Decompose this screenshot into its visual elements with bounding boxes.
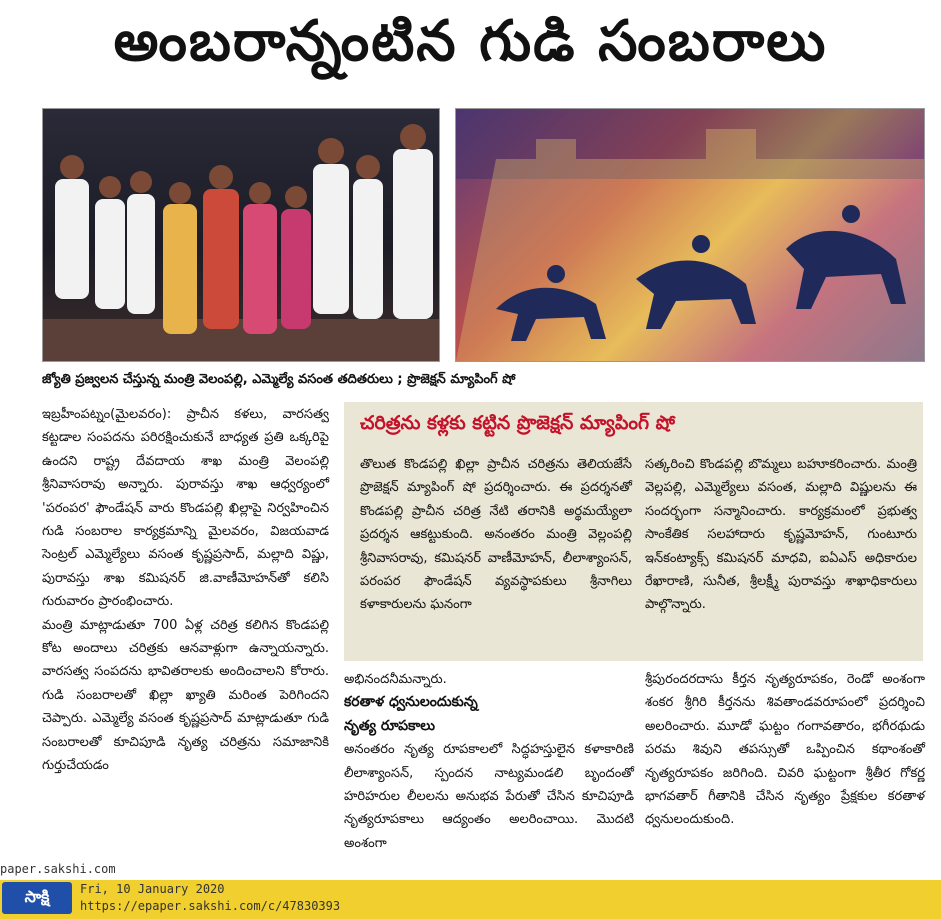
projection-mapping-photo — [455, 108, 925, 362]
epaper-url-edge: paper.sakshi.com — [0, 862, 116, 876]
article-middle-column — [344, 668, 634, 855]
box-column-2: సత్కరించి కొండపల్లి బొమ్మలు బహూకరించారు. మంత్రి వెల్లపల్లి, ఎమ్మెల్యేలు వసంత, మల్లాది విష్ణులను ఈ సందర్భంగా సన్మానించారు. కార్యక్రమంలో ప్రభుత్వ సాంకేతిక సలహాదారు కృష్ణమోహన్, గుంటూరు ఇన్‌కంట్యాక్స్ కమిషనర్ మాధవి, ఐఏఎస్ అధికారుల రేఖారాణి, సునీత, శ్రీలక్ష్మీ పురావస్తు శాఖాధికారులు పాల్గొన్నారు. — [645, 457, 917, 613]
headline: అంబరాన్నంటిన గుడి సంబరాలు — [113, 8, 828, 74]
people-silhouette-graphic — [43, 109, 439, 361]
paragraph: మంత్రి మాట్లాడుతూ 700 ఏళ్ల చరిత్ర కలిగిన కొండపల్లి కోట అందాలు చరిత్రకు ఆనవాళ్లుగా ఉన్నాయన్నారు. వారసత్వ సంపదను భావితరాలకు అందించాలని కోరారు. గుడి సంబరాలతో ఖిల్లా ఖ్యాతి మరింత పెరిగిందని చెప్పారు. ఎమ్మెల్యే వసంత కృష్ణప్రసాద్ మాట్లాడుతూ గుడి సంబరాలతో కూచిపూడి నృత్య చరిత్రను సమాజానికి గుర్తుచేయడం — [42, 617, 329, 774]
lamp-lighting-photo — [42, 108, 440, 362]
footer-date: Fri, 10 January 2020 — [80, 882, 225, 896]
subheading: నృత్య రూపకాలు — [344, 717, 435, 734]
paragraph-lead: అభినందనీమన్నారు. — [344, 672, 447, 687]
sakshi-logo: సాక్షి — [2, 882, 72, 914]
subheading: కరతాళ ధ్వనులందుకున్న — [344, 694, 478, 711]
article-left-column — [42, 403, 329, 778]
horse-riders-graphic — [456, 109, 924, 361]
box-title: చరిత్రను కళ్లకు కట్టిన ప్రొజెక్షన్ మ్యాపింగ్ షో — [360, 412, 676, 434]
box-column-1: తొలుత కొండపల్లి ఖిల్లా ప్రాచీన చరిత్రను తెలియజేసే ప్రొజెక్షన్ మ్యాపింగ్ షో ప్రదర్శించారు. ఈ ప్రదర్శనతో కొండపల్లి ప్రాచీన చరిత్ర నేటి తరానికి అర్థమయ్యేలా ప్రదర్శన ఆకట్టుకుంది. అనంతరం మంత్రి వెల్లంపల్లి శ్రీనివాసరావు, కమిషనర్ వాణీమోహన్, లీలాశ్యాంసన్, పరంపర ఫౌండేషన్ వ్యవస్థాపకులు శ్రీనాగిలు కళాకారులను ఘనంగా — [360, 457, 632, 613]
footer-url-link[interactable]: https://epaper.sakshi.com/c/47830393 — [80, 899, 341, 913]
article-right-column: శ్రీపురందరదాసు కీర్తన నృత్యరూపకం, రెండో అంశంగా శంకర శ్రీగిరి కీర్తనను శివతాండవరూపంలో ప్రదర్శించి అలరించారు. మూడో ఘట్టం గంగావతారం, భగీరథుడు పరమ శివుని తపస్సుతో ఒప్పించిన కథాంశంతో నృత్యరూపకం జరిగింది. చివరి ఘట్టంగా శ్రీతీర గోకర్ణ భాగవతార్ గీతానికి చేసిన నృత్యం ప్రేక్షకుల కరతాళ ధ్వనులందుకుంది. — [645, 672, 925, 828]
paragraph: ఇబ్రహీంపట్నం(మైలవరం): ప్రాచీన కళలు, వారసత్వ కట్టడాల సంపదను పరిరక్షించుకునే బాధ్యత ప్రతి ఒక్కరిపై ఉందని రాష్ట్ర దేవదాయ శాఖ మంత్రి వెలంపల్లి శ్రీనివాసరావు అన్నారు. పురావస్తు శాఖ ఆధ్వర్యంలో 'పరంపర' ఫౌండేషన్ వారు కొండపల్లి ఖిల్లాపై నిర్వహించిన గుడి సంబరాల కార్యక్రమాన్ని మైలవరం, విజయవాడ సెంట్రల్ ఎమ్మెల్యేలు వసంత కృష్ణప్రసాద్, మల్లాది విష్ణు, పురావస్తు శాఖ కమిషనర్ జి.వాణీమోహన్‌తో కలిసి గురువారం ప్రారంభించారు. — [42, 407, 329, 610]
paragraph: అనంతరం నృత్య రూపకాలలో సిద్ధహస్తులైన కళాకారిణి లీలాశ్యాంసన్, స్పందన నాట్యమండలి బృందంతో హరిహరుల లీలలను అనుభవ పేరుతో చేసిన కూచిపూడి నృత్యరూపకాలు ఆద్యంతం అలరించాయి. మొదటి అంశంగా — [344, 742, 634, 851]
photo-caption: జ్యోతి ప్రజ్వలన చేస్తున్న మంత్రి వెలంపల్లి, ఎమ్మెల్యే వసంత తదితరులు ; ప్రొజెక్షన్ మ్యాపింగ్ షో — [42, 372, 516, 387]
